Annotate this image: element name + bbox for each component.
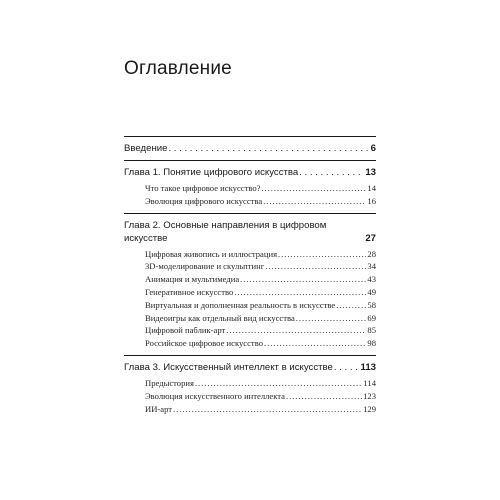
toc-entry-chapter-3[interactable] — [124, 361, 376, 374]
entry-title: Цифровая живопись и иллюстрация — [145, 248, 278, 259]
page-number: 85 — [367, 325, 376, 336]
toc-entry-section[interactable] — [145, 195, 376, 208]
section-list — [124, 182, 376, 208]
page-number: 98 — [367, 338, 376, 349]
toc-entry-section[interactable] — [145, 324, 376, 337]
dot-leader — [234, 286, 366, 299]
dot-leader — [195, 377, 362, 390]
entry-title: Виртуальная и дополненная реальность в искусстве — [145, 299, 336, 310]
page-number: 129 — [363, 403, 376, 414]
entry-title: Генеративное искусство — [145, 286, 234, 297]
entry-title: Анимация и мультимедиа — [145, 274, 240, 285]
toc-chapter-3 — [124, 356, 376, 420]
dot-leader — [265, 260, 366, 273]
dot-leader — [263, 195, 366, 208]
toc-chapter-1 — [124, 161, 376, 213]
page-number: 114 — [363, 377, 376, 388]
entry-title: Глава 3. Искусственный интеллект в искусстве — [124, 361, 333, 373]
toc-entry-section[interactable] — [145, 286, 376, 299]
dot-leader — [226, 324, 366, 337]
dot-leader — [173, 403, 362, 416]
toc-intro — [124, 137, 376, 160]
toc-entry-section[interactable] — [145, 299, 376, 312]
dot-leader — [334, 361, 360, 374]
page-number: 28 — [367, 248, 376, 259]
dot-leader — [299, 166, 364, 179]
dot-leader — [296, 312, 367, 325]
dot-leader — [278, 248, 366, 261]
page-number: 69 — [367, 312, 376, 323]
toc-entry-section[interactable] — [145, 260, 376, 273]
entry-title: Предыстория — [145, 377, 194, 388]
page-number: 14 — [367, 183, 376, 193]
page-number: 49 — [367, 286, 376, 297]
toc-entry-section[interactable] — [145, 182, 376, 195]
toc-chapter-2 — [124, 214, 376, 355]
page-number: 113 — [360, 361, 376, 373]
dot-leader — [261, 182, 366, 195]
entry-title-line-1: Глава 2. Основные направления в цифровом — [124, 219, 327, 231]
section-list — [124, 377, 376, 415]
toc-entry-section[interactable] — [145, 312, 376, 325]
entry-title: Что такое цифровое искусство? — [145, 183, 261, 193]
dot-leader — [168, 142, 369, 155]
page-number: 27 — [365, 232, 376, 244]
entry-title: Российское цифровое искусство — [145, 338, 263, 349]
dot-leader — [286, 390, 362, 403]
entry-title-line-2-row — [124, 232, 376, 245]
entry-title: Цифровой паблик-арт — [145, 325, 226, 336]
entry-title: ИИ-арт — [145, 403, 173, 414]
page-number: 13 — [365, 167, 376, 178]
page-title: Оглавление — [124, 58, 232, 79]
toc-entry-section[interactable] — [145, 403, 376, 416]
toc-entry-section[interactable] — [145, 337, 376, 350]
entry-title: Глава 1. Понятие цифрового искусства — [124, 167, 299, 178]
entry-title: Введение — [124, 143, 168, 154]
page-number: 123 — [363, 390, 376, 401]
page-number: 58 — [367, 299, 376, 310]
entry-title-line-2: искусстве — [124, 232, 168, 244]
toc-entry-section[interactable] — [145, 377, 376, 390]
entry-title: Эволюция цифрового искусства — [145, 195, 263, 206]
dot-leader — [336, 299, 366, 312]
dot-leader — [264, 337, 366, 350]
toc-entry-chapter-2[interactable] — [124, 219, 376, 245]
toc-entry-intro[interactable] — [124, 142, 376, 155]
toc-entry-section[interactable] — [145, 390, 376, 403]
table-of-contents — [124, 136, 376, 420]
toc-entry-section[interactable] — [145, 248, 376, 261]
page-number: 43 — [367, 274, 376, 285]
section-list — [124, 248, 376, 350]
entry-title: Эволюция искусственного интеллекта — [145, 390, 285, 401]
page-number: 6 — [370, 143, 376, 154]
toc-entry-section[interactable] — [145, 273, 376, 286]
dot-leader — [240, 273, 366, 286]
page-number: 16 — [367, 195, 376, 206]
toc-entry-chapter-1[interactable] — [124, 166, 376, 179]
page-number: 34 — [367, 261, 376, 272]
entry-title: 3D-моделирование и скульптинг — [145, 261, 265, 272]
entry-title: Видеоигры как отдельный вид искусства — [145, 312, 295, 323]
